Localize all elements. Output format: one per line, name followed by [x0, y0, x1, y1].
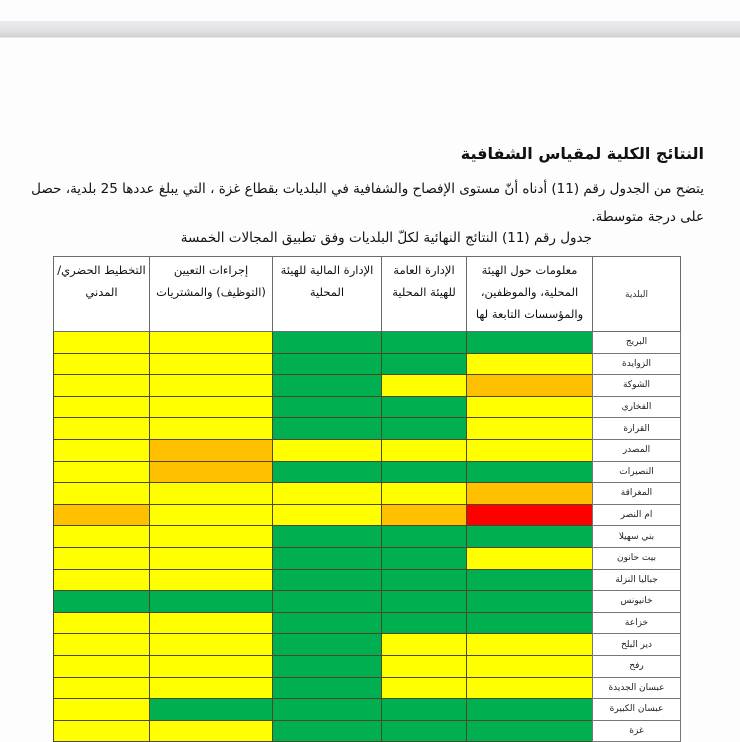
rating-cell-financial-administration	[273, 332, 382, 354]
rating-cell-appointment-procurement	[150, 526, 273, 548]
municipality-name: القرارة	[593, 418, 681, 440]
rating-cell-financial-administration	[273, 439, 382, 461]
rating-cell-financial-administration	[273, 699, 382, 721]
rating-cell-general-administration	[382, 375, 467, 397]
rating-cell-information	[467, 612, 593, 634]
rating-cell-appointment-procurement	[150, 677, 273, 699]
rating-cell-urban-planning	[54, 569, 150, 591]
rating-cell-appointment-procurement	[150, 504, 273, 526]
table-body	[54, 332, 681, 742]
rating-cell-information	[467, 504, 593, 526]
rating-cell-information	[467, 547, 593, 569]
table-row	[54, 461, 681, 483]
rating-cell-urban-planning	[54, 547, 150, 569]
rating-cell-information	[467, 461, 593, 483]
table-row	[54, 396, 681, 418]
rating-cell-general-administration	[382, 526, 467, 548]
rating-cell-information	[467, 677, 593, 699]
rating-cell-information	[467, 483, 593, 505]
rating-cell-financial-administration	[273, 504, 382, 526]
rating-cell-urban-planning	[54, 418, 150, 440]
municipality-name: الزوايدة	[593, 353, 681, 375]
municipality-name: غزة	[593, 720, 681, 742]
header-financial-administration: الإدارة المالية للهيئة المحلية	[273, 257, 382, 332]
municipality-name: الفخاري	[593, 396, 681, 418]
table-row	[54, 677, 681, 699]
rating-cell-general-administration	[382, 483, 467, 505]
table-caption: جدول رقم (11) النتائج النهائية لكلّ البلديات وفق تطبيق المجالات الخمسة	[180, 230, 592, 246]
municipality-name: خزاعة	[593, 612, 681, 634]
rating-cell-information	[467, 353, 593, 375]
table-row	[54, 634, 681, 656]
rating-cell-general-administration	[382, 504, 467, 526]
rating-cell-appointment-procurement	[150, 332, 273, 354]
rating-cell-urban-planning	[54, 612, 150, 634]
header-appointment-procurement: إجراءات التعيين (التوظيف) والمشتريات	[150, 257, 273, 332]
rating-cell-financial-administration	[273, 526, 382, 548]
municipality-name: خانيونس	[593, 591, 681, 613]
rating-cell-general-administration	[382, 569, 467, 591]
rating-cell-urban-planning	[54, 396, 150, 418]
rating-cell-information	[467, 569, 593, 591]
table-row	[54, 547, 681, 569]
rating-cell-general-administration	[382, 655, 467, 677]
rating-cell-urban-planning	[54, 332, 150, 354]
municipality-name: الشوكة	[593, 375, 681, 397]
header-general-administration: الإدارة العامة للهيئة المحلية	[382, 257, 467, 332]
results-table	[53, 256, 681, 742]
table-row	[54, 418, 681, 440]
rating-cell-financial-administration	[273, 655, 382, 677]
municipality-name: البريج	[593, 332, 681, 354]
rating-cell-general-administration	[382, 720, 467, 742]
municipality-name: جباليا النزلة	[593, 569, 681, 591]
table-row	[54, 332, 681, 354]
rating-cell-appointment-procurement	[150, 353, 273, 375]
rating-cell-appointment-procurement	[150, 483, 273, 505]
section-heading: النتائج الكلية لمقياس الشفافية	[460, 144, 704, 163]
table-row	[54, 483, 681, 505]
rating-cell-information	[467, 634, 593, 656]
rating-cell-general-administration	[382, 332, 467, 354]
rating-cell-appointment-procurement	[150, 547, 273, 569]
table-header-row	[54, 257, 681, 332]
table-row	[54, 353, 681, 375]
rating-cell-financial-administration	[273, 483, 382, 505]
rating-cell-general-administration	[382, 612, 467, 634]
rating-cell-urban-planning	[54, 526, 150, 548]
rating-cell-financial-administration	[273, 461, 382, 483]
rating-cell-information	[467, 720, 593, 742]
rating-cell-financial-administration	[273, 720, 382, 742]
municipality-name: المغراقة	[593, 483, 681, 505]
municipality-name: المصدر	[593, 439, 681, 461]
rating-cell-financial-administration	[273, 634, 382, 656]
rating-cell-information	[467, 396, 593, 418]
rating-cell-appointment-procurement	[150, 375, 273, 397]
rating-cell-urban-planning	[54, 504, 150, 526]
municipality-name: النصيرات	[593, 461, 681, 483]
intro-paragraph: يتضح من الجدول رقم (11) أدناه أنّ مستوى الإفصاح والشفافية في البلديات بقطاع غزة ، التي يبلغ عددها 25 بلدية، حصل على درجة متوسطة.	[31, 181, 704, 225]
rating-cell-general-administration	[382, 396, 467, 418]
rating-cell-financial-administration	[273, 353, 382, 375]
table-row	[54, 655, 681, 677]
rating-cell-urban-planning	[54, 375, 150, 397]
rating-cell-information	[467, 699, 593, 721]
table-row	[54, 612, 681, 634]
rating-cell-appointment-procurement	[150, 461, 273, 483]
rating-cell-urban-planning	[54, 634, 150, 656]
rating-cell-urban-planning	[54, 677, 150, 699]
rating-cell-information	[467, 526, 593, 548]
rating-cell-financial-administration	[273, 677, 382, 699]
rating-cell-urban-planning	[54, 483, 150, 505]
header-urban-planning: التخطيط الحضري/المدني	[54, 257, 150, 332]
rating-cell-appointment-procurement	[150, 655, 273, 677]
rating-cell-appointment-procurement	[150, 569, 273, 591]
rating-cell-financial-administration	[273, 612, 382, 634]
rating-cell-general-administration	[382, 439, 467, 461]
rating-cell-financial-administration	[273, 418, 382, 440]
municipality-name: دير البلح	[593, 634, 681, 656]
rating-cell-information	[467, 591, 593, 613]
rating-cell-urban-planning	[54, 439, 150, 461]
municipality-name: عبسان الكبيرة	[593, 699, 681, 721]
rating-cell-financial-administration	[273, 547, 382, 569]
municipality-name: رفح	[593, 655, 681, 677]
rating-cell-general-administration	[382, 634, 467, 656]
table-row	[54, 569, 681, 591]
table-row	[54, 504, 681, 526]
table-row	[54, 375, 681, 397]
rating-cell-appointment-procurement	[150, 418, 273, 440]
rating-cell-information	[467, 375, 593, 397]
rating-cell-urban-planning	[54, 353, 150, 375]
rating-cell-general-administration	[382, 461, 467, 483]
header-municipality: البلدية	[593, 257, 681, 332]
municipality-name: بيت حانون	[593, 547, 681, 569]
rating-cell-appointment-procurement	[150, 439, 273, 461]
rating-cell-information	[467, 655, 593, 677]
rating-cell-financial-administration	[273, 569, 382, 591]
rating-cell-appointment-procurement	[150, 612, 273, 634]
rating-cell-appointment-procurement	[150, 396, 273, 418]
rating-cell-urban-planning	[54, 591, 150, 613]
municipality-name: عبسان الجديدة	[593, 677, 681, 699]
rating-cell-urban-planning	[54, 461, 150, 483]
municipality-name: بني سهيلا	[593, 526, 681, 548]
rating-cell-urban-planning	[54, 655, 150, 677]
rating-cell-information	[467, 418, 593, 440]
table-row	[54, 720, 681, 742]
rating-cell-appointment-procurement	[150, 720, 273, 742]
rating-cell-appointment-procurement	[150, 634, 273, 656]
rating-cell-urban-planning	[54, 720, 150, 742]
rating-cell-appointment-procurement	[150, 699, 273, 721]
rating-cell-information	[467, 332, 593, 354]
rating-cell-financial-administration	[273, 375, 382, 397]
rating-cell-information	[467, 439, 593, 461]
table-row	[54, 526, 681, 548]
rating-cell-financial-administration	[273, 396, 382, 418]
table-row	[54, 591, 681, 613]
rating-cell-general-administration	[382, 677, 467, 699]
rating-cell-appointment-procurement	[150, 591, 273, 613]
header-information: معلومات حول الهيئة المحلية، والموظفين، والمؤسسات التابعة لها	[467, 257, 593, 332]
rating-cell-urban-planning	[54, 699, 150, 721]
rating-cell-general-administration	[382, 353, 467, 375]
rating-cell-general-administration	[382, 547, 467, 569]
rating-cell-general-administration	[382, 418, 467, 440]
rating-cell-general-administration	[382, 699, 467, 721]
table-row	[54, 439, 681, 461]
rating-cell-general-administration	[382, 591, 467, 613]
table-row	[54, 699, 681, 721]
municipality-name: ام النصر	[593, 504, 681, 526]
rating-cell-financial-administration	[273, 591, 382, 613]
